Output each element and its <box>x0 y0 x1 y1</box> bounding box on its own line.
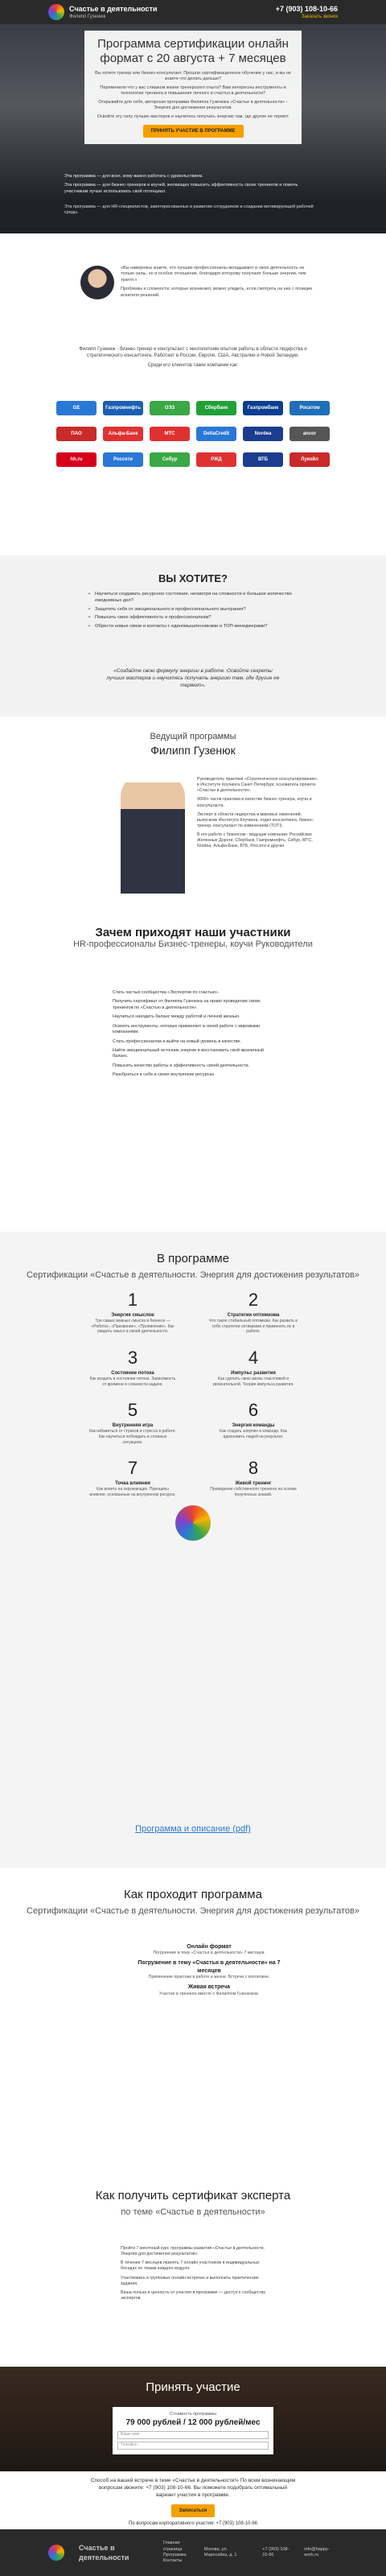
client-logo: МТС <box>150 427 190 441</box>
footer-link[interactable]: Программа <box>162 2553 187 2557</box>
client-logo: Сбербанк <box>196 401 236 415</box>
callback-link[interactable]: Заказать звонок <box>302 14 338 20</box>
corporate-contact: По вопросам корпоративного участия: +7 (903) 108-10-66 <box>129 2521 257 2527</box>
module-description: Как сделать свою жизнь счастливой и увлекательной. Теория импульса развития. <box>212 1376 294 1387</box>
how-title: Как проходит программа <box>124 1888 262 1901</box>
module-name: Точка влияния <box>115 1481 150 1487</box>
footer-address: Москва, ул. Маросейка, д. 1 <box>203 2546 237 2557</box>
module-number: 7 <box>127 1458 138 1479</box>
module-card <box>88 1398 177 1445</box>
client-logo: Росатом <box>290 401 330 415</box>
avatar <box>80 266 114 299</box>
module-description: Как влиять на окружающих. Принципы влияния, основанные на внутреннем ресурсе. <box>89 1487 176 1497</box>
how-item-description: Участие в тренинге вместе с Филиппом Гузенюком. <box>158 1991 260 1996</box>
module-number: 2 <box>248 1290 259 1310</box>
hero-paragraph: Переменили что у вас слишком жизни тренерского опыта? Вам интересны инструменты и технологии тренинга и повышения личного и счастья в деятельности? <box>100 85 286 97</box>
want-item: • Научиться создавать ресурсное состояние, несмотря на сложности и большое количество ежедневных дел? <box>88 592 298 605</box>
how-item-title: Погружение в тему «Счастья в деятельности» на 7 месяцев <box>138 1960 281 1974</box>
why-item: Стать частью сообщества «Экспертов по счастью». <box>113 990 220 995</box>
client-logo: РЖД <box>196 452 236 467</box>
footer <box>0 2529 386 2576</box>
why-subtitle: HR-профессионалы Бизнес-тренеры, коучи Руководители <box>73 939 313 950</box>
how-section <box>0 1868 386 2174</box>
logo-title[interactable]: Счастье в деятельности <box>69 4 158 13</box>
client-logo: ВТБ <box>243 452 283 467</box>
module-description: Три самых важных смысла в бизнесе — «Работа», «Призвание», «Проявление». Как увидеть смысл в своей деятельности. <box>91 1318 175 1335</box>
contact-section <box>0 2471 386 2529</box>
audience-continuation <box>0 201 386 233</box>
want-item: • Повысить свою эффективность и профессионализм? <box>88 615 298 621</box>
program-section <box>0 1232 386 1868</box>
cert-paragraph: Ваша польза и ценность от участия в программе — доступ к сообществу экспертов. <box>121 2289 266 2301</box>
modules-grid <box>88 1288 298 1498</box>
cert-paragraph: В течение 7 месяцев принять 7 онлайн участников в индивидуальных беседах по темам каждого модуля. <box>121 2260 260 2272</box>
module-number: 4 <box>248 1348 259 1368</box>
footer-logo-icon[interactable] <box>48 2545 64 2561</box>
why-item: Освоить инструменты, которые применяют в своей работе с мировыми компаниями. <box>113 1023 260 1035</box>
client-logo: Nordea <box>243 427 283 441</box>
price-value: 79 000 рублей / 12 000 рублей/мес <box>125 2418 261 2428</box>
clients-title: Среди его клиентов такие компании как: <box>147 363 239 369</box>
want-item: • Обрести новые связи и контакты с единомышленниками и ТОП-менеджерами? <box>88 624 298 630</box>
hero-paragraph: Открывайте для себя, авторская программа Филиппа Гузенюка «Счастье в деятельности» - Энергия для достижения результатов. <box>98 99 288 111</box>
program-subtitle: Сертификации «Счастье в деятельности. Энергия для достижения результатов» <box>27 1270 359 1281</box>
why-item: Найти эмоциональный источник энергии и восстановить свой жизненный баланс. <box>113 1047 264 1059</box>
want-tagline: «Создайте свою формулу энергии в работе. Освойте секреты лучших мастеров и научитесь получать энергию там, где другие ее теряют». <box>106 668 280 688</box>
trainer-bio <box>197 777 318 853</box>
why-item: Научиться находить баланс между работой и личной жизнью. <box>113 1014 240 1020</box>
module-number: 6 <box>248 1400 259 1421</box>
client-logo: ancor <box>290 427 330 441</box>
module-card <box>209 1398 298 1445</box>
client-logo: ПАО <box>56 427 96 441</box>
how-item-description: Применение практики в работе и жизни. Встречи с коллегами. <box>148 1975 270 1980</box>
hero-paragraph: Освойте эту силу лучших мастеров и научитесь получать энергию там, где другие ее теряют. <box>96 114 290 119</box>
client-logo: Альфа-Банк <box>103 427 143 441</box>
module-card <box>209 1346 298 1387</box>
module-name: Внутренняя игра <box>112 1423 154 1428</box>
header-phone[interactable]: +7 (903) 108-10-66 <box>275 4 338 13</box>
price-label: Стоимость программы <box>170 2412 216 2417</box>
module-description: Как создать энергию в команде. Как вдохновить людей на результат. <box>220 1429 287 1439</box>
logo-icon[interactable] <box>48 4 64 20</box>
module-number: 3 <box>127 1348 138 1368</box>
author-section <box>0 233 386 386</box>
join-section <box>0 2367 386 2471</box>
header <box>0 0 386 24</box>
cert-paragraph: Участвовать в групповых онлайн-встречах и выполнить практические задания. <box>121 2275 259 2286</box>
module-card <box>88 1346 177 1387</box>
client-logo: Россети <box>103 452 143 467</box>
why-item: Стать профессионалом и выйти на новый уровень в качестве. <box>113 1038 241 1044</box>
module-card <box>88 1288 177 1335</box>
bio-paragraph: 9000+ часов практики в качестве бизнес-тренера, коуча и консультанта. <box>197 797 312 808</box>
module-name: Энергия смыслов <box>111 1312 154 1318</box>
quote-text: «Вы наверняка знаете, что лучшие профессионалы вкладывают в свою деятельность не только силы, но и особое отношение, благодаря которому получают больше энергии, чем тратят.» <box>121 266 306 283</box>
footer-link[interactable]: Главная страница <box>162 2541 183 2552</box>
how-item-title: Живая встреча <box>187 1984 231 1991</box>
module-description: Как избавиться от страхов и стресса в работе. Как научиться побеждать в сложных ситуациях. <box>89 1429 176 1445</box>
join-title: Принять участие <box>146 2380 240 2394</box>
module-number: 1 <box>127 1290 138 1310</box>
module-description: Проведение собственного тренинга на основе полученных знаний. <box>210 1487 297 1497</box>
trainer-subtitle: Ведущий программы <box>150 732 236 741</box>
module-name: Состояние потока <box>111 1370 154 1376</box>
bio-paragraph: В его работе с бизнесом - ведущие компании: Российские Железные Дороги, Сбербанк, Газпромнефть, Сибур, МТС, Nordea, Альфа-Банк, ВТБ, Россети и другие. <box>197 832 313 849</box>
client-logo: ОЭЗ <box>150 401 190 415</box>
module-name: Стратегии оптимизма <box>227 1312 280 1318</box>
hero-title: Программа сертификации онлайн формат с 20 августа + 7 месяцев <box>97 37 289 65</box>
logo-subtitle: Филипп Гузенюк <box>69 14 106 20</box>
client-logo: GE <box>56 401 96 415</box>
logos-grid <box>56 401 330 467</box>
module-card <box>88 1456 177 1497</box>
join-program-button[interactable]: ПРИНЯТЬ УЧАСТИЕ В ПРОГРАММЕ <box>143 125 244 138</box>
how-item-title: Онлайн формат <box>187 1944 232 1950</box>
program-pdf-link[interactable]: Программа и описание (pdf) <box>135 1824 251 1834</box>
why-title: Зачем приходят наши участники <box>95 926 291 939</box>
want-title: ВЫ ХОТИТЕ? <box>158 572 228 584</box>
quote-text: Проблемы и сложности, которые возникают, можно уладить, если смотреть на них с позиции искателя решений. <box>121 287 313 298</box>
module-description: Как входить в состояние потока. Зависимость от времени и сложности задачи. <box>89 1376 176 1387</box>
hero-section <box>0 24 386 201</box>
why-item: Разобраться в себе и своих внутренних ресурсах. <box>113 1072 216 1078</box>
module-name: Энергия команды <box>232 1423 275 1428</box>
audience-block <box>0 174 386 198</box>
certificate-section <box>0 2174 386 2367</box>
mandala-icon <box>175 1505 211 1541</box>
author-description: Филипп Гузенюк - бизнес-тренер и консультант с многолетним опытом работы в области лидерства и стратегического консалтинга. Работает в России, Европе, США, Австралии и Новой Зеландии. <box>79 347 307 359</box>
cert-subtitle: по теме «Счастье в деятельности» <box>121 2207 265 2218</box>
name-field[interactable]: Ваше имя <box>117 2431 269 2439</box>
audience-text: Эта программа — для бизнес-тренеров и коучей, желающих повысить эффективность своих тренингов и помочь участникам лучше использовать свой потенциал. <box>64 183 298 194</box>
want-section <box>0 555 386 716</box>
how-list <box>129 1940 290 1997</box>
submit-button[interactable]: Записаться <box>171 2504 216 2517</box>
module-description: Что такое стабильный оптимизм. Как развить в себе стратегии оптимизма и применять их в работе. <box>209 1318 298 1335</box>
audience-text: Эта программа — для всех, кому важно работать с удовольствием. <box>64 174 203 179</box>
footer-links <box>163 2541 195 2565</box>
bio-paragraph: Эксперт в области лидерства и мировых изменений, выпускник Института Коучинга, отдел консалтинга, бизнес-тренер, консультант по изменениям (TOTI). <box>197 811 314 828</box>
footer-phone[interactable]: +7 (903) 108-10-66 <box>262 2546 290 2557</box>
hero-paragraph: Вы хотите тренер или бизнес-консультант. Прошли сертификационное обучение у нас, и вы не знаете что делать дальше? <box>95 71 291 82</box>
module-number: 5 <box>127 1400 138 1421</box>
client-logo: Лукойл <box>290 452 330 467</box>
bio-paragraph: Руководитель практики «Стратегическое консультирование» в Институте Коучинга Санкт-Петербург, основатель проекта «Счастье в деятельности». <box>197 777 318 794</box>
module-name: Живой тренинг <box>235 1481 272 1487</box>
phone-field[interactable]: Телефон <box>117 2442 269 2450</box>
trainer-photo <box>121 773 185 894</box>
want-item: • Защитить себя от эмоционального и профессионального выгорания? <box>88 607 298 613</box>
audience-text: Эта программа — для HR-специалистов, заинтересованных в развитии сотрудников и создании мотивирующей рабочей среды. <box>64 204 314 216</box>
client-logo: Сибур <box>150 452 190 467</box>
trainer-section <box>0 716 386 910</box>
want-list <box>88 592 298 633</box>
client-logo: DeltaCredit <box>196 427 236 441</box>
module-number: 8 <box>248 1458 259 1479</box>
module-name: Импульс развития <box>231 1370 276 1376</box>
how-subtitle: Сертификации «Счастье в деятельности. Энергия для достижения результатов» <box>27 1906 359 1917</box>
why-list <box>113 990 273 1082</box>
footer-email[interactable]: info@happy-work.ru <box>304 2546 330 2557</box>
why-item: Получить сертификат от Филиппа Гузенюка на право проведения своих тренингов по «Счастью в деятельности». <box>113 999 261 1010</box>
cert-title: Как получить сертификат эксперта <box>95 2189 291 2202</box>
footer-brand: Счастье в деятельности <box>79 2543 129 2562</box>
program-title: В программе <box>156 1252 230 1265</box>
author-quote <box>80 266 314 302</box>
price-card <box>113 2407 273 2454</box>
module-card <box>209 1288 298 1335</box>
footer-link[interactable]: Контакты <box>162 2558 183 2564</box>
how-item-description: Погружение в тему «Счастья в деятельности» 7 месяцев. <box>153 1951 265 1956</box>
client-logo: hh.ru <box>56 452 96 467</box>
client-logo: Газпромбанк <box>243 401 283 415</box>
trainer-name: Филипп Гузенюк <box>150 743 236 757</box>
module-card <box>209 1456 298 1497</box>
contact-text: Способ на вашей встрече в теме «Счастье в деятельности!» По всем возникающим вопросам звоните: +7 (903) 108-10-66. Вы поможете подобрать оптимальный вариант участия в программе. <box>90 2478 296 2498</box>
clients-logos-section <box>0 386 386 527</box>
cert-paragraph: Пройти 7 месячный курс программы развития «Счастье в деятельности. Энергия для достижения результатов». <box>121 2246 265 2257</box>
why-item: Повысить качество работы и эффективность своей деятельности. <box>113 1063 250 1068</box>
why-section <box>0 910 386 1232</box>
hero-card <box>84 31 302 144</box>
client-logo: Газпромнефть <box>103 401 143 415</box>
